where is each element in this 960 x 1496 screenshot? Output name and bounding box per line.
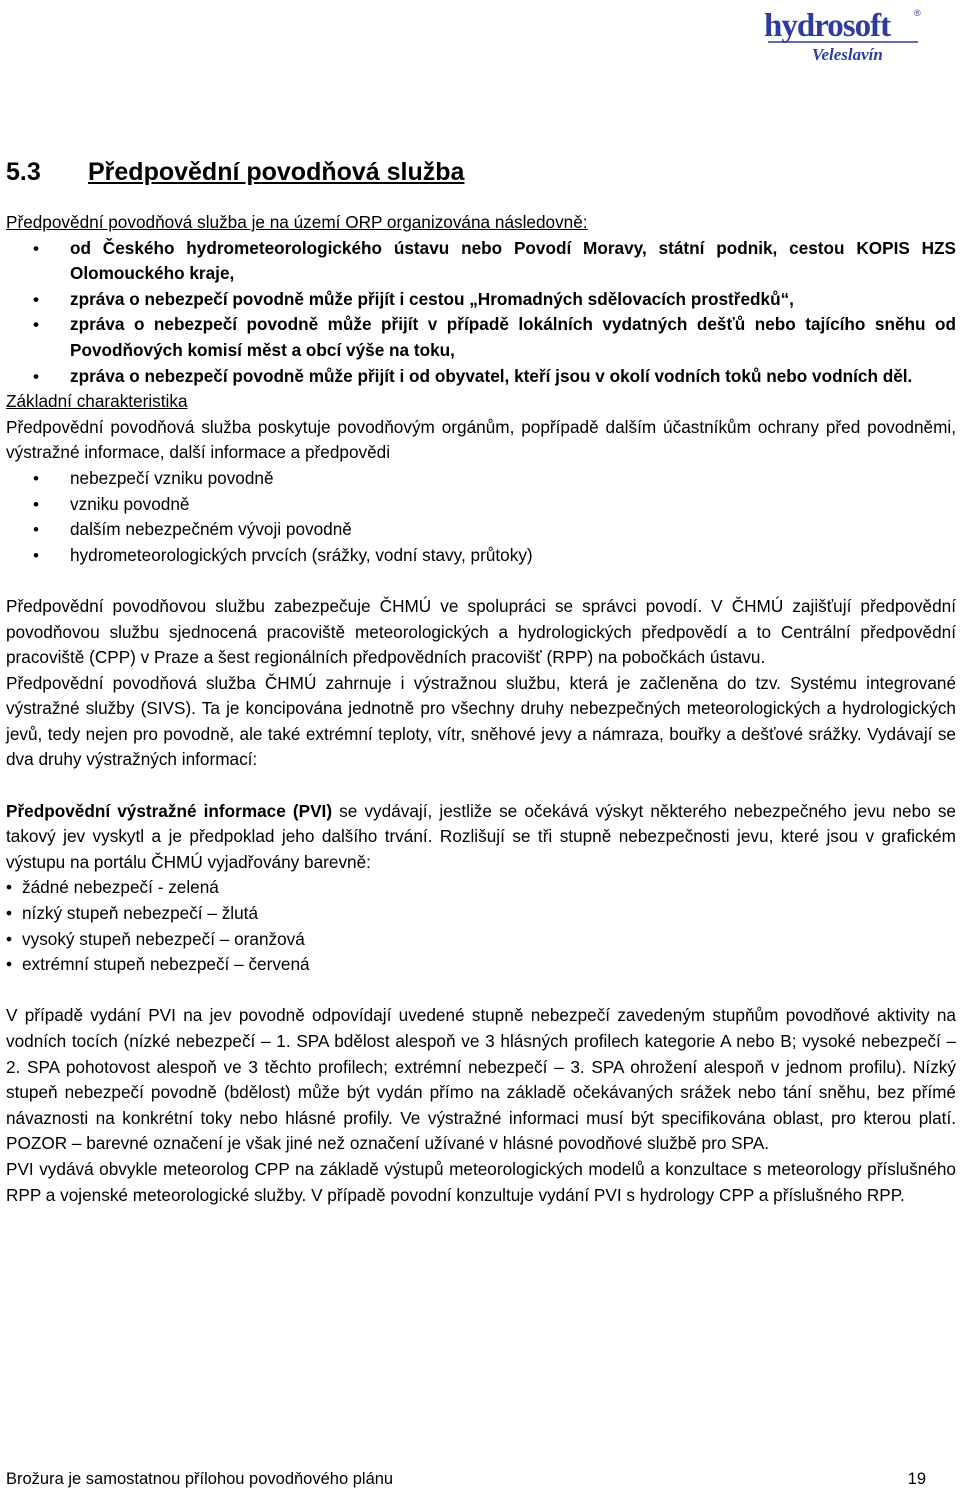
document-body — [6, 210, 956, 1208]
list-item: • dalším nebezpečném vývoji povodně — [6, 517, 956, 543]
pvi-title: Předpovědní výstražné informace (PVI) — [6, 800, 333, 821]
list-item: • vzniku povodně — [6, 492, 956, 518]
basic-text: Předpovědní povodňová služba poskytuje povodňovým orgánům, popřípadě dalším účastníkům ochrany před povodněmi, výstražné informace, další informace a předpovědi — [6, 416, 956, 463]
section-number: 5.3 — [6, 158, 41, 186]
list-item: • vysoký stupeň nebezpečí – oranžová — [6, 927, 956, 953]
page-footer — [6, 1470, 926, 1489]
section-heading — [6, 158, 464, 187]
page-number: 19 — [907, 1470, 926, 1488]
section-title: Předpovědní povodňová služba — [88, 158, 465, 186]
list-item: • zpráva o nebezpečí povodně může přijít i od obyvatel, kteří jsou v okolí vodních toků nebo vodních děl. — [6, 364, 956, 390]
paragraph-sivs: Předpovědní povodňová služba ČHMÚ zahrnuje i výstražnou službu, která je začleněna do tzv. Systému integrované výstražné služby (SIVS). Ta je koncipována jednotně pro všechny druhy nebezpečných meteorologických a hydrologických jevů, tedy nejen pro povodně, ale také extrémní teploty, vítr, sněhové jevy a námraza, bouřky a dešťové srážky. Vydávají se dva druhy výstražných informací: — [6, 672, 956, 770]
basic-title: Základní charakteristika — [6, 391, 188, 412]
basic-list — [6, 466, 956, 568]
list-item: • nebezpečí vzniku povodně — [6, 466, 956, 492]
hydrosoft-logo — [762, 4, 922, 70]
footer-text: Brožura je samostatnou přílohou povodňového plánu — [6, 1470, 394, 1488]
pvi-paragraph — [6, 799, 956, 876]
list-item: • hydrometeorologických prvcích (srážky, vodní stavy, průtoky) — [6, 543, 956, 569]
list-item: • od Českého hydrometeorologického ústavu nebo Povodí Moravy, státní podnik, cestou KOPIS HZS Olomouckého kraje, — [6, 236, 956, 287]
list-item: • zpráva o nebezpečí povodně může přijít i cestou „Hromadných sdělovacích prostředků“, — [6, 287, 956, 313]
list-item: • nízký stupeň nebezpečí – žlutá — [6, 901, 956, 927]
intro-lead: Předpovědní povodňová služba je na území ORP organizována následovně: — [6, 212, 588, 232]
paragraph-cpp: PVI vydává obvykle meteorolog CPP na základě výstupů meteorologických modelů a konzultace s meteorology příslušného RPP a vojenské meteorologické služby. V případě povodní konzultuje vydání PVI s hydrology CPP a příslušného RPP. — [6, 1158, 956, 1205]
paragraph-spa: V případě vydání PVI na jev povodně odpovídají uvedené stupně nebezpečí zavedeným stupňům povodňové aktivity na vodních tocích (nízké nebezpečí – 1. SPA bdělost alespoň ve 3 hlásných profilech kategorie A nebo B; vysoké nebezpečí – 2. SPA pohotovost alespoň ve 3 těchto profilech; extrémní nebezpečí – 3. SPA ohrožení alespoň v jednom profilu). Nízký stupeň nebezpečí povodně (bdělost) může být vydán přímo na základě očekávaných srážek nebo tání sněhu, bez přímé návaznosti na konkrétní toky nebo hlásné profily. Ve výstražné informaci musí být specifikována oblast, pro kterou platí. POZOR – barevné označení je však jiné než označení užívané v hlásné povodňové službě pro SPA. — [6, 1005, 956, 1154]
paragraph-chmu: Předpovědní povodňovou službu zabezpečuje ČHMÚ ve spolupráci se správci povodí. V ČHMÚ zajišťují předpovědní povodňovou službu sjednocená pracoviště meteorologických a hydrologických předpovědí a to Centrální předpovědní pracoviště (CPP) v Praze a šest regionálních předpovědních pracovišť (RPP) na pobočkách ústavu. — [6, 595, 956, 668]
list-item: • zpráva o nebezpečí povodně může přijít v případě lokálních vydatných dešťů nebo tajícího sněhu od Povodňových komisí měst a obcí výše na toku, — [6, 312, 956, 363]
logo-sub: Veleslavín — [812, 45, 883, 64]
logo-brand: hydrosoft — [764, 8, 891, 44]
list-item: • žádné nebezpečí - zelená — [6, 875, 956, 901]
pvi-text: se vydávají, jestliže se očekává výskyt některého nebezpečného jevu nebo se takový jev vyskytl a je předpoklad jeho dalšího trvání. Rozlišují se tři stupně nebezpečnosti jevu, které jsou v grafickém výstupu na portálu ČHMÚ vyjadřovány barevně: — [6, 800, 956, 872]
pvi-levels — [6, 875, 956, 977]
intro-list — [6, 236, 956, 390]
list-item: • extrémní stupeň nebezpečí – červená — [6, 952, 956, 978]
logo-registered: ® — [914, 8, 921, 18]
